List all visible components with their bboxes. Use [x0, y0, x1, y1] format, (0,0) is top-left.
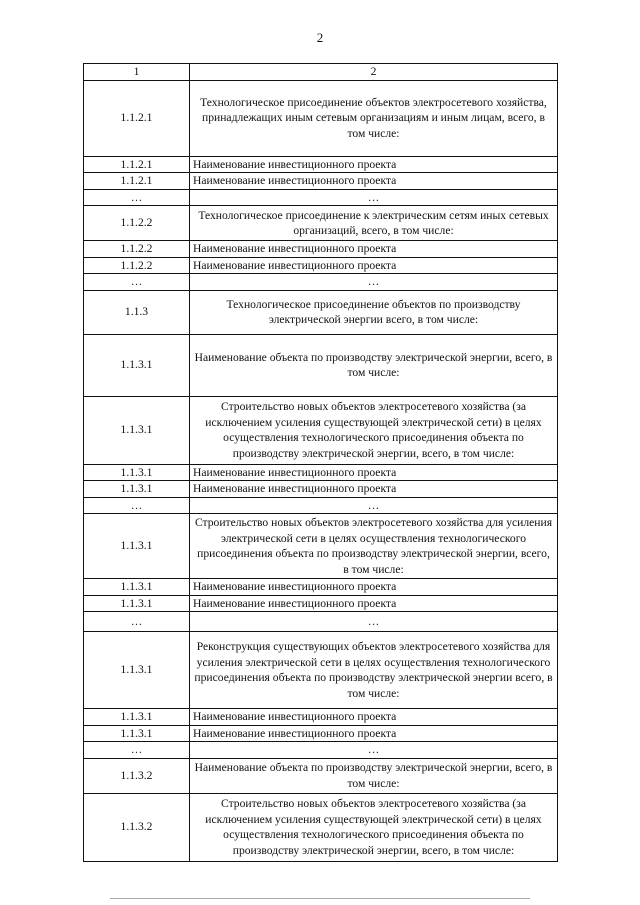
row-code: … [84, 189, 190, 206]
table-row [84, 274, 558, 291]
table-row [84, 612, 558, 632]
row-description: … [190, 497, 558, 514]
row-code: 1.1.3.1 [84, 514, 190, 579]
row-code: 1.1.3.1 [84, 396, 190, 464]
table-row [84, 257, 558, 274]
table-body [84, 64, 558, 862]
table-row [84, 497, 558, 514]
row-description: Технологическое присоединение объектов по производству электрической энергии всего, в том числе: [190, 290, 558, 334]
row-description: Реконструкция существующих объектов электросетевого хозяйства для усиления электрической сети в целях осуществления технологического присоединения объекта по производству электрической энергии всего, в том числе: [190, 632, 558, 709]
row-code: 1.1.2.2 [84, 241, 190, 258]
row-code: 1.1.3.1 [84, 464, 190, 481]
row-code: 1.1.3.1 [84, 481, 190, 498]
row-code: 1.1.3.2 [84, 758, 190, 793]
row-code: 1.1.2.1 [84, 173, 190, 190]
page-bottom-edge [110, 898, 530, 899]
table-row [84, 514, 558, 579]
row-description: … [190, 274, 558, 291]
row-code: 1.1.3.2 [84, 793, 190, 861]
table-row [84, 481, 558, 498]
row-code: … [84, 742, 190, 759]
row-code: 1.1.3.1 [84, 725, 190, 742]
table-row [84, 709, 558, 726]
row-description: Наименование объекта по производству электрической энергии, всего, в том числе: [190, 758, 558, 793]
row-description: Наименование инвестиционного проекта [190, 257, 558, 274]
page-number: 2 [316, 30, 324, 45]
row-description: … [190, 189, 558, 206]
row-description: Технологическое присоединение к электрическим сетям иных сетевых организаций, всего, в том числе: [190, 206, 558, 241]
table-row [84, 396, 558, 464]
row-description: … [190, 612, 558, 632]
row-description: Строительство новых объектов электросетевого хозяйства (за исключением усиления существующей электрической сети) в целях осуществления технологического присоединения объекта по производству электрической энергии, всего, в том числе: [190, 793, 558, 861]
table-row [84, 206, 558, 241]
row-code: 1.1.3 [84, 290, 190, 334]
row-description: Наименование инвестиционного проекта [190, 241, 558, 258]
row-description: Строительство новых объектов электросетевого хозяйства (за исключением усиления существующей электрической сети) в целях осуществления технологического присоединения объекта по производству электрической энергии, всего, в том числе: [190, 396, 558, 464]
row-code: 1.1.3.1 [84, 595, 190, 612]
row-description: Наименование инвестиционного проекта [190, 579, 558, 596]
table-header-row [84, 64, 558, 81]
row-code: 1.1.3.1 [84, 632, 190, 709]
row-description: … [190, 742, 558, 759]
table-row [84, 334, 558, 396]
table-row [84, 80, 558, 156]
row-description: Технологическое присоединение объектов электросетевого хозяйства, принадлежащих иным сетевым организациям и иным лицам, всего, в том числе: [190, 80, 558, 156]
row-code: 1.1.2.2 [84, 257, 190, 274]
table-row [84, 793, 558, 861]
row-description: Наименование инвестиционного проекта [190, 481, 558, 498]
table-row [84, 241, 558, 258]
row-description: Наименование инвестиционного проекта [190, 464, 558, 481]
table-row [84, 579, 558, 596]
table-row [84, 758, 558, 793]
row-description: Строительство новых объектов электросетевого хозяйства для усиления электрической сети в целях осуществления технологического присоединения объекта по производству электрической энергии, всего, в том числе: [190, 514, 558, 579]
row-code: … [84, 274, 190, 291]
table-row [84, 725, 558, 742]
table-row [84, 173, 558, 190]
table-row [84, 156, 558, 173]
table-row [84, 290, 558, 334]
row-code: 1.1.3.1 [84, 579, 190, 596]
row-description: Наименование инвестиционного проекта [190, 595, 558, 612]
investment-table [83, 63, 558, 862]
row-code: 1.1.3.1 [84, 334, 190, 396]
row-description: Наименование инвестиционного проекта [190, 156, 558, 173]
row-code: … [84, 612, 190, 632]
row-code: … [84, 497, 190, 514]
table-row [84, 189, 558, 206]
row-code: 1.1.2.1 [84, 156, 190, 173]
column-header: 2 [190, 64, 558, 81]
row-code: 1.1.3.1 [84, 709, 190, 726]
row-description: Наименование инвестиционного проекта [190, 173, 558, 190]
table-row [84, 464, 558, 481]
table-row [84, 742, 558, 759]
table-row [84, 595, 558, 612]
row-code: 1.1.2.2 [84, 206, 190, 241]
column-header: 1 [84, 64, 190, 81]
row-description: Наименование инвестиционного проекта [190, 725, 558, 742]
table-row [84, 632, 558, 709]
row-description: Наименование инвестиционного проекта [190, 709, 558, 726]
row-description: Наименование объекта по производству электрической энергии, всего, в том числе: [190, 334, 558, 396]
row-code: 1.1.2.1 [84, 80, 190, 156]
